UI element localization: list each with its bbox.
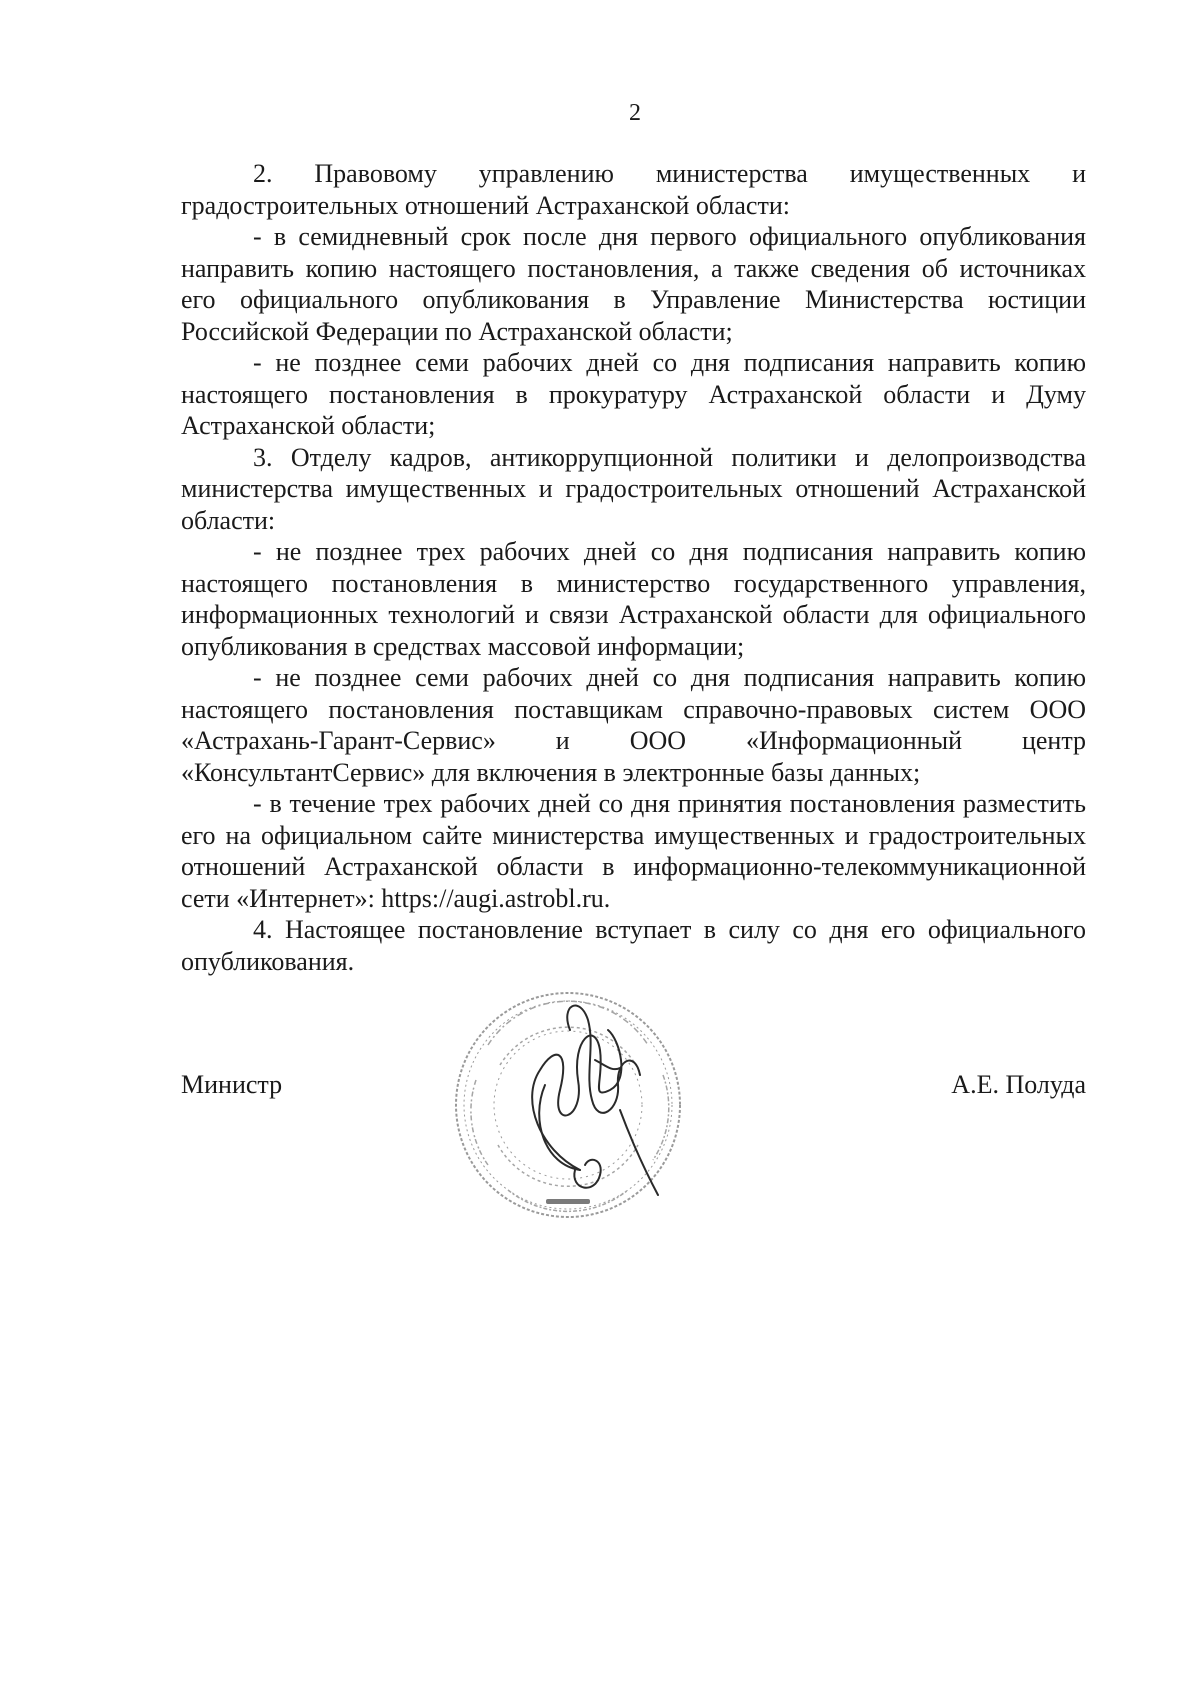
paragraph-2-item-justice-ministry: - в семидневный срок после дня первого официального опубликования направить копию настоящего постановления, а также сведения об источниках его официального опубликования в Управление Министерства юстиции Российской Федерации по Астраханской области;	[181, 222, 1086, 346]
paragraph-3-item-publication: - не позднее трех рабочих дней со дня подписания направить копию настоящего постановления в министерство государственного управления, информационных технологий и связи Астраханской области для официального опубликования в средствах массовой информации;	[181, 537, 1086, 661]
signatory-name: А.Е. Полуда	[951, 1070, 1086, 1099]
paragraph-3-hr-department: 3. Отделу кадров, антикоррупционной политики и делопроизводства министерства имущественных и градостроительных отношений Астраханской области:	[181, 442, 1086, 535]
signatory-title: Министр	[181, 1070, 283, 1099]
paragraph-2-item-prosecutor: - не позднее семи рабочих дней со дня подписания направить копию настоящего постановления в прокуратуру Астраханской области и Думу Астраханской области;	[181, 348, 1086, 440]
paragraph-3-item-legal-systems: - не позднее семи рабочих дней со дня подписания направить копию настоящего постановления поставщикам справочно-правовых систем ООО «Астрахань-Гарант-Сервис» и ООО «Информационный центр «КонсультантСервис» для включения в электронные базы данных;	[181, 663, 1086, 787]
page-number: 2	[629, 100, 641, 126]
handwritten-signature-icon	[500, 990, 660, 1220]
paragraph-2-legal-department: 2. Правовому управлению министерства имущественных и градостроительных отношений Астраханской области:	[181, 159, 1086, 220]
paragraph-3-item-website: - в течение трех рабочих дней со дня принятия постановления разместить его на официальном сайте министерства имущественных и градостроительных отношений Астраханской области в информационно-телекоммуникационной сети «Интернет»: https://augi.astrobl.ru.	[181, 789, 1086, 913]
paragraph-4-effective-date: 4. Настоящее постановление вступает в силу со дня его официального опубликования.	[181, 915, 1086, 976]
document-body	[181, 158, 1086, 977]
